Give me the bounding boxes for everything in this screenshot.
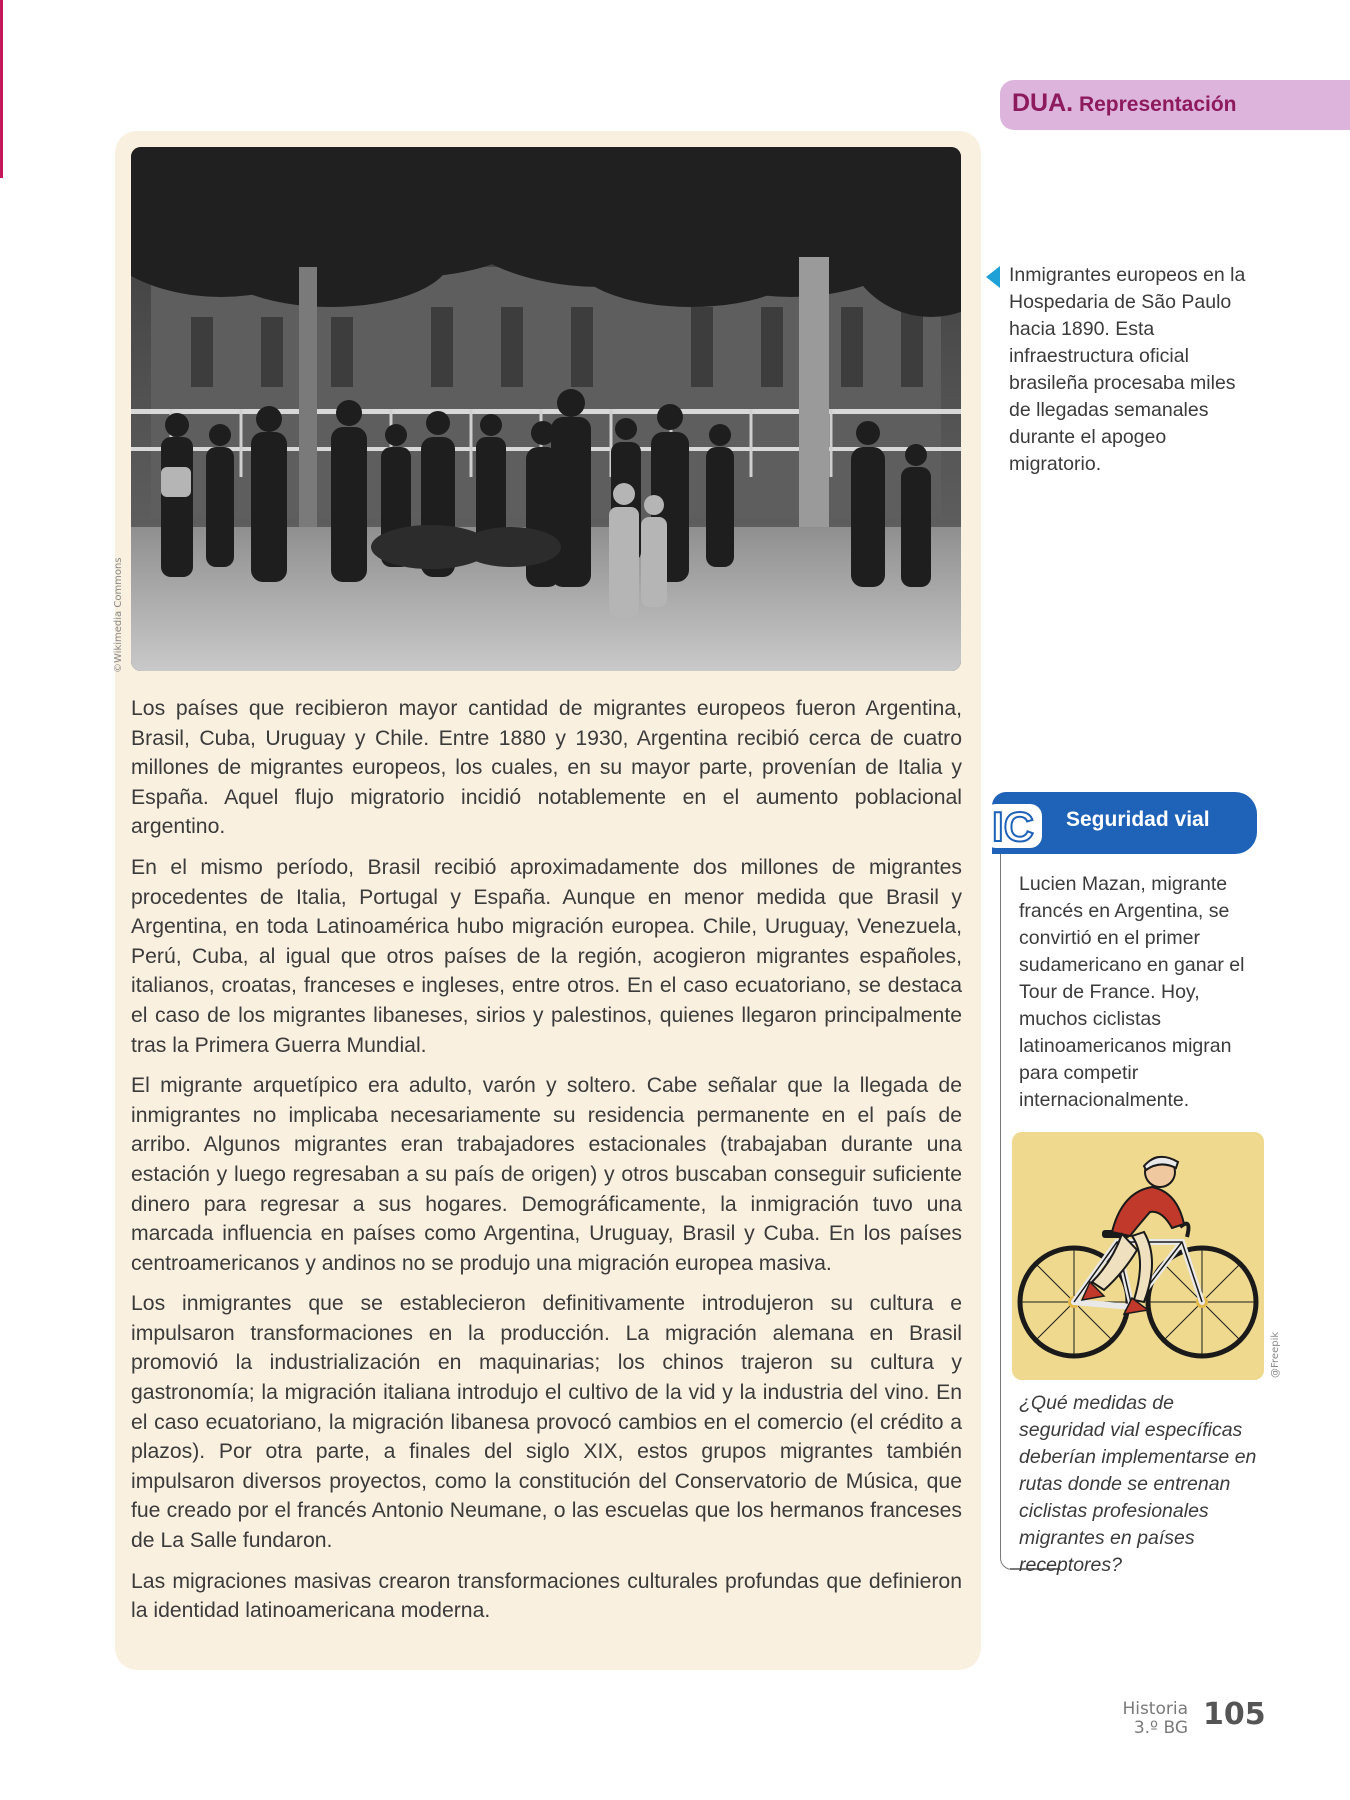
- photo-credit: [113, 557, 218, 673]
- footer-grade: 3.º BG: [1133, 1718, 1188, 1738]
- footer-subject-name: Historia: [1122, 1699, 1188, 1719]
- ic-logo-icon: [980, 798, 1050, 852]
- paragraph-1: Los países que recibieron mayor cantidad de migrantes europeos fueron Argentina, Brasil, Cuba, Uruguay y Chile. Entre 1880 y 1930, Argentina recibió cerca de cuatro millones de migrantes europeos, los cuales, en su mayor parte, provenían de Italia y España. Aquel flujo migratorio incidió notablemente en el aumento poblacional argentino.: [131, 697, 962, 839]
- ic-section-frame: [1000, 854, 1012, 1570]
- cyclist-illustration: [1012, 1132, 1264, 1380]
- caption-pointer-icon: [986, 266, 1000, 288]
- historic-photo: [131, 147, 961, 671]
- dua-subtitle: Representación: [1073, 93, 1237, 116]
- reflection-question: ¿Qué medidas de seguridad vial específicas deberían implementarse en rutas donde se entrenan ciclistas profesionales migrantes en países receptores?: [1019, 1392, 1257, 1576]
- ic-section-text: Lucien Mazan, migrante francés en Argentina, se convirtió en el primer sudamericano en ganar el Tour de France. Hoy, muchos ciclistas latinoamericanos migran para competir internacionalmente.: [1019, 873, 1245, 1111]
- cyclist-drawing: [1012, 1132, 1264, 1380]
- ic-section-title: Seguridad vial: [1066, 808, 1210, 831]
- photo-credit-text: ©Wikimedia Commons: [113, 557, 124, 673]
- ic-logo-text: IC: [992, 803, 1034, 850]
- dua-label: DUA.: [1012, 89, 1074, 117]
- photo-caption: Inmigrantes europeos en la Hospedaria de São Paulo hacia 1890. Esta infraestructura oficial brasileña procesaba miles de llegadas semanales durante el apogeo migratorio.: [1009, 264, 1246, 475]
- footer-subject: [1122, 1700, 1188, 1738]
- paragraph-4: Los inmigrantes que se establecieron definitivamente introdujeron su cultura e impulsaron transformaciones en la producción. La migración alemana en Brasil promovió la industrialización en maquinarias; los chinos trajeron su cultura y gastronomía; la migración italiana introdujo el cultivo de la vid y la industria del vino. En el caso ecuatoriano, la migración libanesa provocó cambios en el comercio (el crédito a plazos). Por otra parte, a finales del siglo XIX, estos grupos migrantes también impulsaron diversos proyectos, como la constitución del Conservatorio de Música, que fue creado por el francés Antonio Neumane, o las escuelas que los hermanos franceses de La Salle fundaron.: [131, 1292, 962, 1553]
- paragraph-5: Las migraciones masivas crearon transformaciones culturales profundas que definieron la identidad latinoamericana moderna.: [131, 1569, 962, 1623]
- illustration-credit-text: @Freepik: [1270, 1331, 1281, 1378]
- dua-representacion-tab: [1000, 80, 1350, 130]
- historic-photo-illustration: [131, 147, 961, 671]
- paragraph-3: El migrante arquetípico era adulto, varón y soltero. Cabe señalar que la llegada de inmigrantes no implicaba necesariamente su residencia permanente en el país de arribo. Algunos migrantes eran trabajadores estacionales (trabajaban durante una estación y luego regresaban a su país de origen) y otros buscaban conseguir suficiente dinero para regresar a sus hogares. Demográficamente, la inmigración tuvo una marcada influencia en países como Argentina, Uruguay, Brasil y Cuba. En los países centroamericanos y andinos no se produjo una migración europea masiva.: [131, 1074, 962, 1275]
- article-body: [131, 694, 962, 1637]
- page-number: 105: [1203, 1697, 1266, 1732]
- left-accent-bar: [0, 0, 3, 178]
- paragraph-2: En el mismo período, Brasil recibió aproximadamente dos millones de migrantes procedentes de Italia, Portugal y España. Aunque en menor medida que Brasil y Argentina, en toda Latinoamérica hubo migración europea. Chile, Uruguay, Venezuela, Perú, Cuba, al igual que otros países de la región, acogieron migrantes españoles, italianos, croatas, franceses e ingleses, entre otros. En el caso ecuatoriano, se destaca el caso de los migrantes libaneses, sirios y palestinos, quienes llegaron principalmente tras la Primera Guerra Mundial.: [131, 855, 962, 1057]
- illustration-credit: [1270, 1331, 1330, 1378]
